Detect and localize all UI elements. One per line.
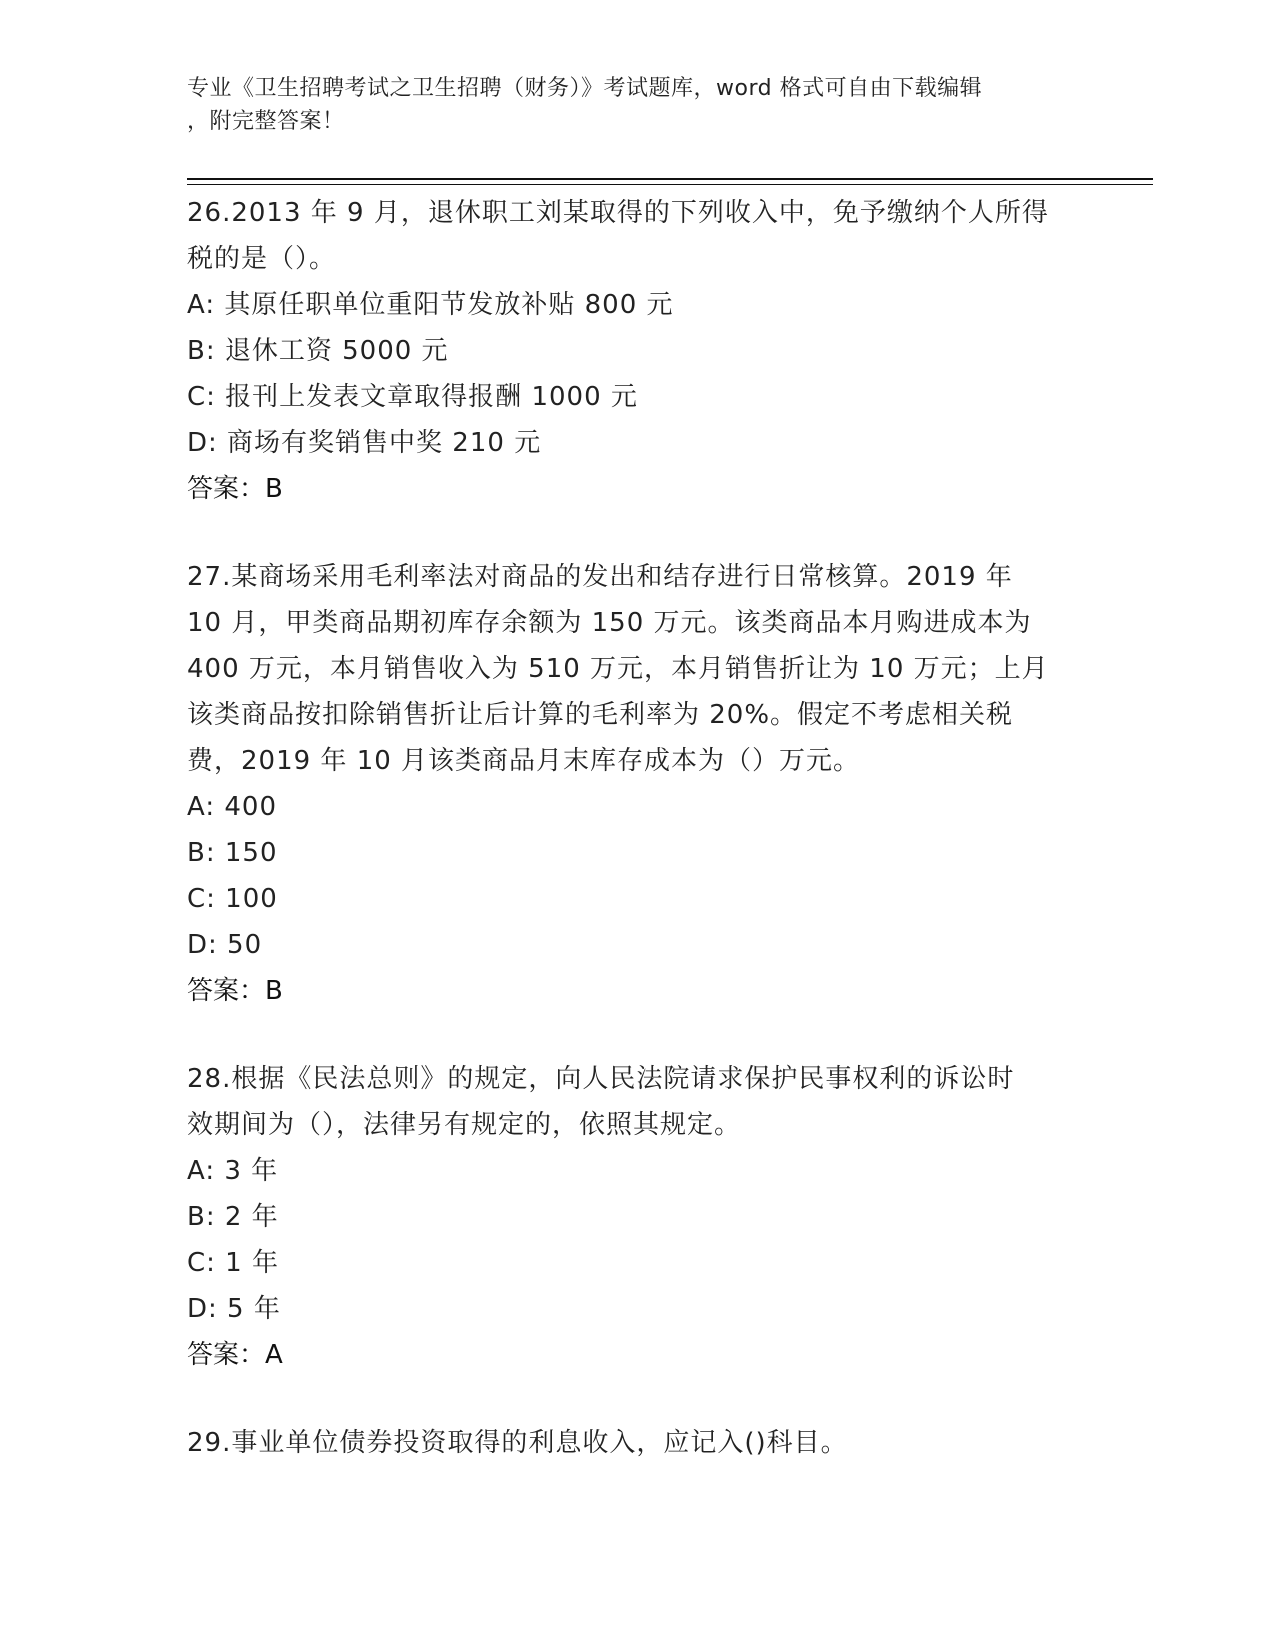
- option-c: C: 1 年: [187, 1248, 279, 1278]
- question-stem-line: 400 万元，本月销售收入为 510 万元，本月销售折让为 10 万元；上月: [187, 654, 1049, 684]
- question-stem-line: 27.某商场采用毛利率法对商品的发出和结存进行日常核算。2019 年: [187, 562, 1013, 592]
- header-line-1: 专业《卫生招聘考试之卫生招聘（财务）》考试题库，word 格式可自由下载编辑: [187, 76, 983, 101]
- answer: 答案：B: [187, 474, 283, 504]
- header-line-2: ，附完整答案！: [187, 109, 345, 134]
- option-c: C: 报刊上发表文章取得报酬 1000 元: [187, 382, 638, 412]
- document-header: [187, 72, 1087, 138]
- question-stem-line: 该类商品按扣除销售折让后计算的毛利率为 20%。假定不考虑相关税: [187, 700, 1014, 730]
- option-b: B: 退休工资 5000 元: [187, 336, 449, 366]
- option-b: B: 150: [187, 838, 278, 868]
- option-b: B: 2 年: [187, 1202, 279, 1232]
- option-a: A: 400: [187, 792, 277, 822]
- question-stem-line: 26.2013 年 9 月，退休职工刘某取得的下列收入中，免予缴纳个人所得: [187, 198, 1049, 228]
- answer: 答案：B: [187, 976, 283, 1006]
- option-d: D: 50: [187, 930, 263, 960]
- question-stem-line: 28.根据《民法总则》的规定，向人民法院请求保护民事权利的诉讼时: [187, 1064, 1015, 1094]
- option-d: D: 5 年: [187, 1294, 281, 1324]
- question-stem-line: 10 月，甲类商品期初库存余额为 150 万元。该类商品本月购进成本为: [187, 608, 1032, 638]
- question-list: [187, 190, 1087, 1508]
- question-27: [187, 554, 1087, 1014]
- question-stem-line: 效期间为（），法律另有规定的，依照其规定。: [187, 1110, 742, 1140]
- question-26: [187, 190, 1087, 512]
- question-stem-line: 税的是（）。: [187, 244, 337, 274]
- header-divider-thin: [187, 184, 1153, 185]
- header-divider-thick: [187, 178, 1153, 180]
- option-a: A: 3 年: [187, 1156, 279, 1186]
- question-29: [187, 1420, 1087, 1466]
- option-d: D: 商场有奖销售中奖 210 元: [187, 428, 542, 458]
- answer: 答案：A: [187, 1340, 283, 1370]
- question-stem-line: 29.事业单位债券投资取得的利息收入，应记入()科目。: [187, 1428, 848, 1458]
- question-stem-line: 费，2019 年 10 月该类商品月末库存成本为（）万元。: [187, 746, 861, 776]
- option-a: A: 其原任职单位重阳节发放补贴 800 元: [187, 290, 674, 320]
- option-c: C: 100: [187, 884, 278, 914]
- question-28: [187, 1056, 1087, 1378]
